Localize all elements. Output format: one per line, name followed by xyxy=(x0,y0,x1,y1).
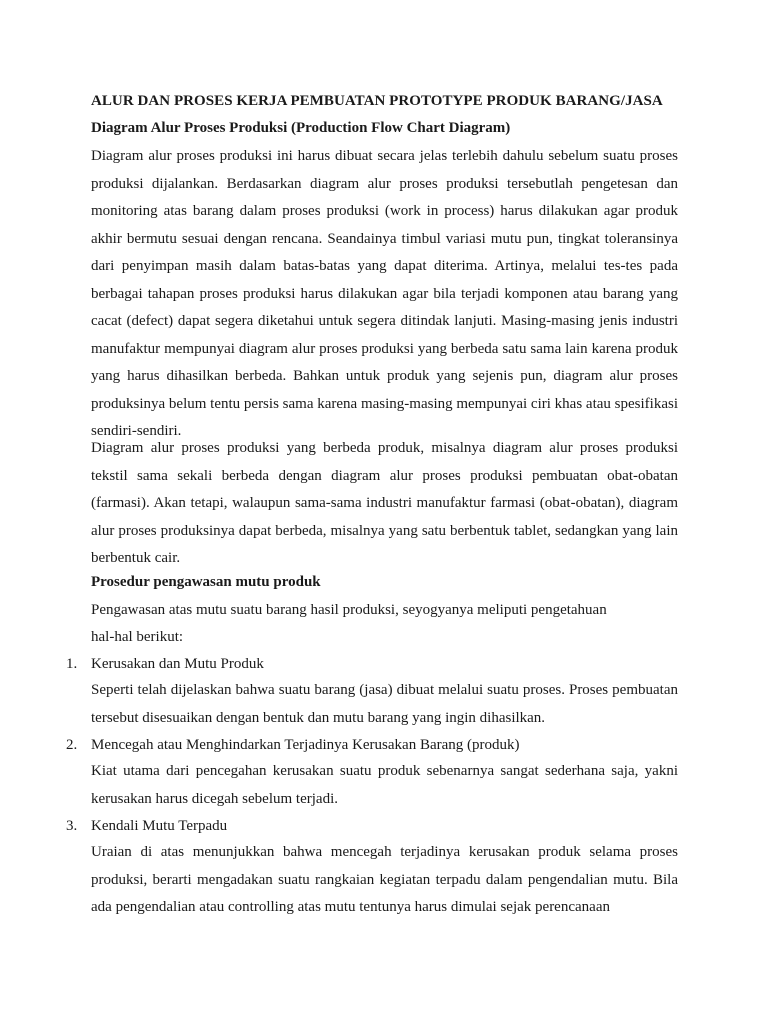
paragraph-flow-chart-example: Diagram alur proses produksi yang berbeda produk, misalnya diagram alur proses produksi tekstil sama sekali berbeda dengan diagram alur proses produksi pembuatan obat-obatan (farmasi). Akan tetapi, walaupun sama-sama industri manufaktur farmasi (obat-obatan), diagram alur proses produksinya dapat berbeda, misalnya yang satu berbentuk tablet, sedangkan yang lain berbentuk cair. xyxy=(91,440,678,566)
section-heading-quality-control: Prosedur pengawasan mutu produk xyxy=(91,574,321,590)
list-item-number: 3. xyxy=(66,818,78,834)
section-heading-flow-chart: Diagram Alur Proses Produksi (Production Flow Chart Diagram) xyxy=(91,120,511,136)
list-item-title-damage-and-quality: Kerusakan dan Mutu Produk xyxy=(91,656,264,672)
quality-control-intro-line-1: Pengawasan atas mutu suatu barang hasil produksi, seyogyanya meliputi pengetahuan xyxy=(91,602,607,618)
quality-control-intro-line-2: hal-hal berikut: xyxy=(91,629,184,645)
list-item-body-integrated-quality-control: Uraian di atas menunjukkan bahwa mencegah terjadinya kerusakan produk selama proses produksi, berarti mengadakan suatu rangkaian kegiatan terpadu dalam pengendalian mutu. Bila ada pengendalian atau controlling atas mutu tentunya harus dimulai sejak perencanaan xyxy=(91,844,678,915)
list-item-body-prevent-damage: Kiat utama dari pencegahan kerusakan suatu produk sebenarnya sangat sederhana saja, yakni kerusakan harus dicegah sebelum terjadi. xyxy=(91,763,678,807)
list-item-title-integrated-quality-control: Kendali Mutu Terpadu xyxy=(91,818,228,834)
list-item-number: 1. xyxy=(66,656,78,672)
list-item-body-damage-and-quality: Seperti telah dijelaskan bahwa suatu barang (jasa) dibuat melalui suatu proses. Proses pembuatan tersebut disesuaikan dengan bentuk dan mutu barang yang ingin dihasilkan. xyxy=(91,682,678,726)
list-item-number: 2. xyxy=(66,737,78,753)
paragraph-flow-chart-intro: Diagram alur proses produksi ini harus dibuat secara jelas terlebih dahulu sebelum suatu proses produksi dijalankan. Berdasarkan diagram alur proses produksi tersebutlah pengetesan dan monitoring atas barang dalam proses produksi (work in process) harus dilakukan agar produk akhir bermutu sesuai dengan rencana. Seandainya timbul variasi mutu pun, tingkat toleransinya dari penyimpan masih dalam batas-batas yang dapat diterima. Artinya, melalui tes-tes pada berbagai tahapan proses produksi harus dilakukan agar bila terjadi komponen atau barang yang cacat (defect) dapat segera diketahui untuk segera ditindak lanjuti. Masing-masing jenis industri manufaktur mempunyai diagram alur proses produksi yang berbeda satu sama lain karena produk yang harus dihasilkan berbeda. Bahkan untuk produk yang sejenis pun, diagram alur proses produksinya belum tentu persis sama karena masing-masing mempunyai ciri khas atau spesifikasi sendiri-sendiri. xyxy=(91,148,678,439)
list-item-title-prevent-damage: Mencegah atau Menghindarkan Terjadinya Kerusakan Barang (produk) xyxy=(91,737,520,753)
document-title: ALUR DAN PROSES KERJA PEMBUATAN PROTOTYPE PRODUK BARANG/JASA xyxy=(91,93,663,109)
